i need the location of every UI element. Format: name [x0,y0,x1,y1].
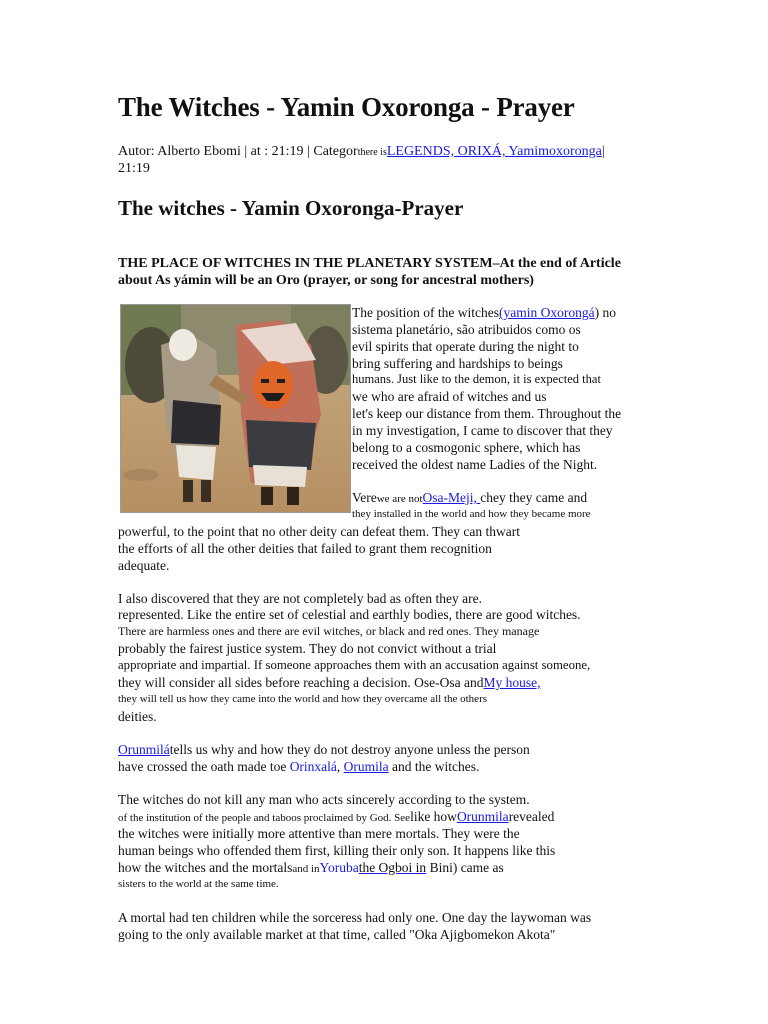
link-yoruba[interactable]: Yoruba [319,860,359,875]
p5-text-like: like how [410,809,457,824]
p3-text-a: they will consider all sides before reaching a decision. Ose-Osa and [118,675,484,690]
p3-line-7: they will tell us how they came into the world and how they overcame all the others [118,693,488,705]
p1-line-1 [352,304,616,321]
article-subtitle: The witches - Yamin Oxoronga-Prayer [118,196,464,220]
photo-image [121,305,350,512]
p4-text-d: and the witches. [388,759,480,774]
p5-ogboi: the Ogboi in [358,860,427,875]
p3-line-2: represented. Like the entire set of celestial and earthly bodies, there are good witches. [118,607,581,622]
p4-line-1 [118,741,530,758]
p1-line-2: sistema planetário, são atribuidos como os [352,322,581,337]
p3-line-8: deities. [118,709,157,724]
p1-line-10: received the oldest name Ladies of the Night. [352,457,598,472]
p2-text-a: Vere [352,490,377,505]
p5-small-text: of the institution of the people and taboos proclaimed by God. See [118,812,411,824]
p1-line-7: let's keep our distance from them. Throughout the [352,406,622,421]
p2-line-5: adequate. [118,558,170,573]
link-yamin-oxoronga[interactable]: (yamin Oxorongá [498,305,595,320]
p1-line-6: we who are afraid of witches and us [352,389,547,404]
p5-text-a: how the witches and the mortals [118,860,293,875]
p1-line-5: humans. Just like to the demon, it is expected that [352,372,601,386]
post-time: 21:19 [118,161,150,176]
p5-line-4: human beings who offended them first, killing their only son. It happens like this [118,843,556,858]
page-title: The Witches - Yamin Oxoronga - Prayer [118,92,575,122]
p4-comma: , [336,759,344,774]
masked-dancers-photo [120,304,351,513]
p3-line-5: appropriate and impartial. If someone approaches them with an accusation against someone, [118,658,591,672]
link-osa-meji[interactable]: Osa-Meji, [422,490,481,505]
p2-line-2: they installed in the world and how they became more [352,508,591,520]
p4-text-b: tells us why and how they do not destroy anyone unless the person [169,742,530,757]
category-links[interactable]: LEGENDS, ORIXÁ, Yamimoxoronga [386,144,602,159]
p3-line-6 [118,674,577,691]
p2-small-text: we are not [376,493,423,505]
meta-separator: | [601,144,605,159]
link-my-house[interactable]: My house, [483,675,541,690]
p5-line-6: sisters to the world at the same time. [118,878,279,890]
p1-text-b: ) no [594,305,616,320]
p6-line-2: going to the only available market at that time, called "Oka Ajigbomekon Akota" [118,927,556,942]
p1-line-9: belong to a cosmogonic sphere, which has [352,440,581,455]
p5-text-revealed: revealed [508,809,555,824]
post-meta [118,144,663,177]
p3-line-3: There are harmless ones and there are evil witches, or black and red ones. They manage [118,624,540,638]
link-orunmila-2[interactable]: Orunmila [456,809,509,824]
p2-line-3: powerful, to the point that no other deity can defeat them. They can thwart [118,524,520,539]
p3-line-4: probably the fairest justice system. They do not convict without a trial [118,641,497,656]
link-orumila[interactable]: Orumila [343,759,389,774]
p4-line-2 [118,758,479,775]
p1-line-8: in my investigation, I came to discover that they [352,423,613,438]
p1-text-a: The position of the witches [352,305,499,320]
p1-line-3: evil spirits that operate during the night to [352,339,579,354]
author-line: Autor: Alberto Ebomi | at : 21:19 | Categor [118,144,358,159]
link-orinxala[interactable]: Orinxalá [289,759,337,774]
lead-paragraph: THE PLACE OF WITCHES IN THE PLANETARY SYSTEM–At the end of Article about As yámin will be an Oro (prayer, or song for ancestral mothers) [118,256,621,288]
p4-text-a: have crossed the oath made toe [118,759,290,774]
there-is-label: there is [357,147,387,158]
p3-line-1: I also discovered that they are not completely bad as often they are. [118,591,482,606]
p5-line-3: the witches were initially more attentive than mere mortals. They were the [118,826,520,841]
p2-text-b: chey they came and [480,490,588,505]
p6-line-1: A mortal had ten children while the sorceress had only one. One day the laywoman was [118,910,592,925]
p5-text-c: Bini) came as [426,860,504,875]
p1-line-4: bring suffering and hardships to beings [352,356,563,371]
p2-line-4: the efforts of all the other deities that failed to grant them recognition [118,541,492,556]
p5-line-1: The witches do not kill any man who acts sincerely according to the system. [118,792,530,807]
link-orunmila[interactable]: Orunmilá [118,742,170,757]
p5-small-and-in: and in [292,863,320,875]
